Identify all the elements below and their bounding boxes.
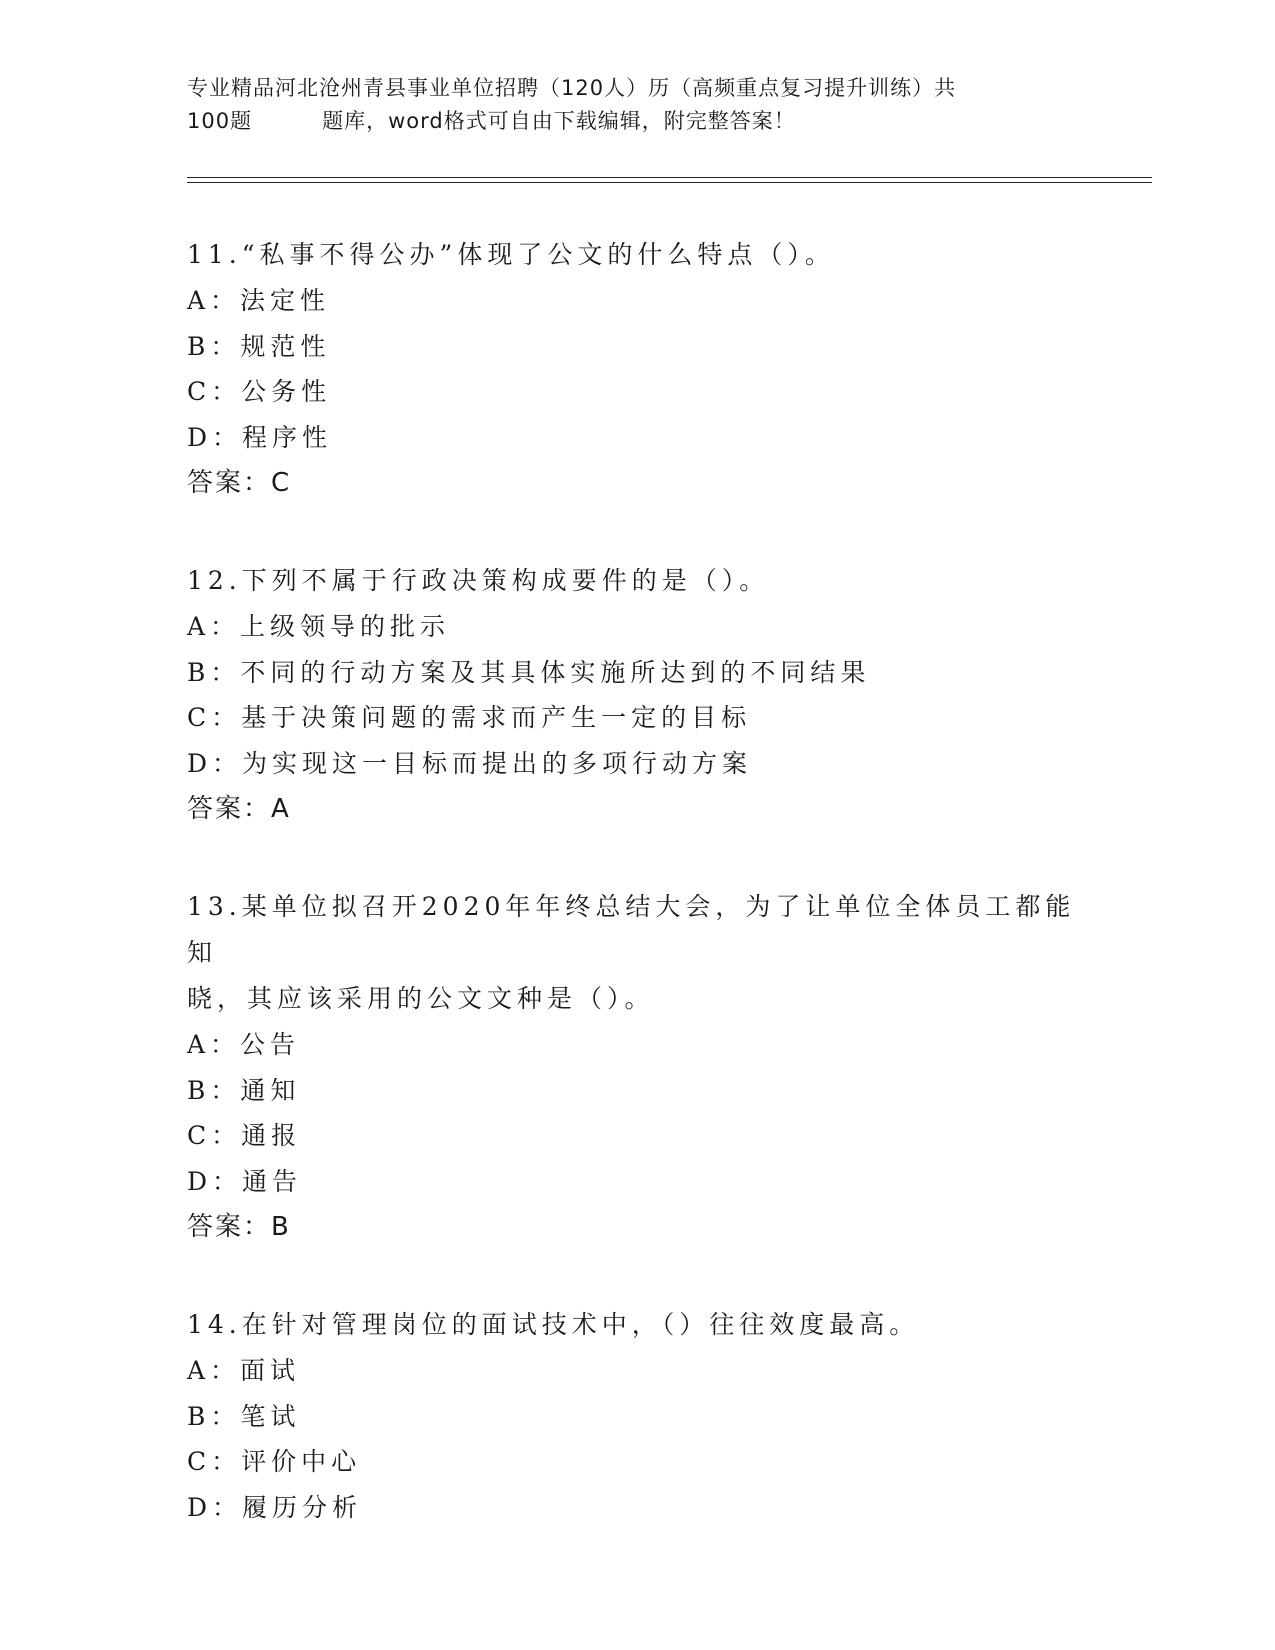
question-14	[187, 1302, 1087, 1530]
question-12	[187, 558, 1087, 832]
question-stem: 12.下列不属于行政决策构成要件的是（）。	[187, 566, 770, 595]
option-c: C：公务性	[187, 377, 332, 406]
question-11	[187, 232, 1087, 506]
option-b: B：笔试	[187, 1401, 301, 1431]
option-c: C：评价中心	[187, 1447, 362, 1476]
question-stem-line-2: 晓，其应该采用的公文文种是（）。	[187, 984, 655, 1013]
option-c: C：通报	[187, 1121, 302, 1150]
answer-label: 答案：A	[187, 794, 291, 824]
question-stem-line-1: 13.某单位拟召开2020年年终总结大会，为了让单位全体员工都能知	[187, 892, 1076, 967]
option-a: A：法定性	[187, 286, 331, 315]
header-divider-bottom	[187, 182, 1152, 183]
option-b: B：通知	[187, 1075, 301, 1105]
answer-label: 答案：B	[187, 1212, 291, 1242]
option-a: A：上级领导的批示	[187, 612, 451, 641]
option-a: A：面试	[187, 1356, 301, 1385]
document-header	[187, 72, 1087, 138]
option-b: B：规范性	[187, 331, 331, 361]
option-d: D：履历分析	[187, 1492, 363, 1522]
option-c: C：基于决策问题的需求而产生一定的目标	[187, 703, 752, 732]
header-title-line-1: 专业精品河北沧州青县事业单位招聘（120人）历（高频重点复习提升训练）共	[187, 76, 957, 100]
question-13	[187, 884, 1087, 1250]
answer-label: 答案：C	[187, 468, 292, 498]
option-d: D：通告	[187, 1166, 303, 1196]
option-d: D：为实现这一目标而提出的多项行动方案	[187, 748, 753, 778]
option-a: A：公告	[187, 1030, 301, 1059]
header-title-line-2	[187, 105, 1087, 138]
question-stem: 14.在针对管理岗位的面试技术中，（）往往效度最高。	[187, 1310, 920, 1339]
question-stem: 11.“私事不得公办”体现了公文的什么特点（）。	[187, 240, 835, 269]
header-question-count: 100题	[187, 109, 253, 133]
option-d: D：程序性	[187, 422, 333, 452]
question-list	[187, 232, 1087, 1582]
option-b: B：不同的行动方案及其具体实施所达到的不同结果	[187, 657, 871, 687]
header-divider-top	[187, 177, 1152, 178]
header-description: 题库，word格式可自由下载编辑，附完整答案！	[322, 109, 796, 133]
